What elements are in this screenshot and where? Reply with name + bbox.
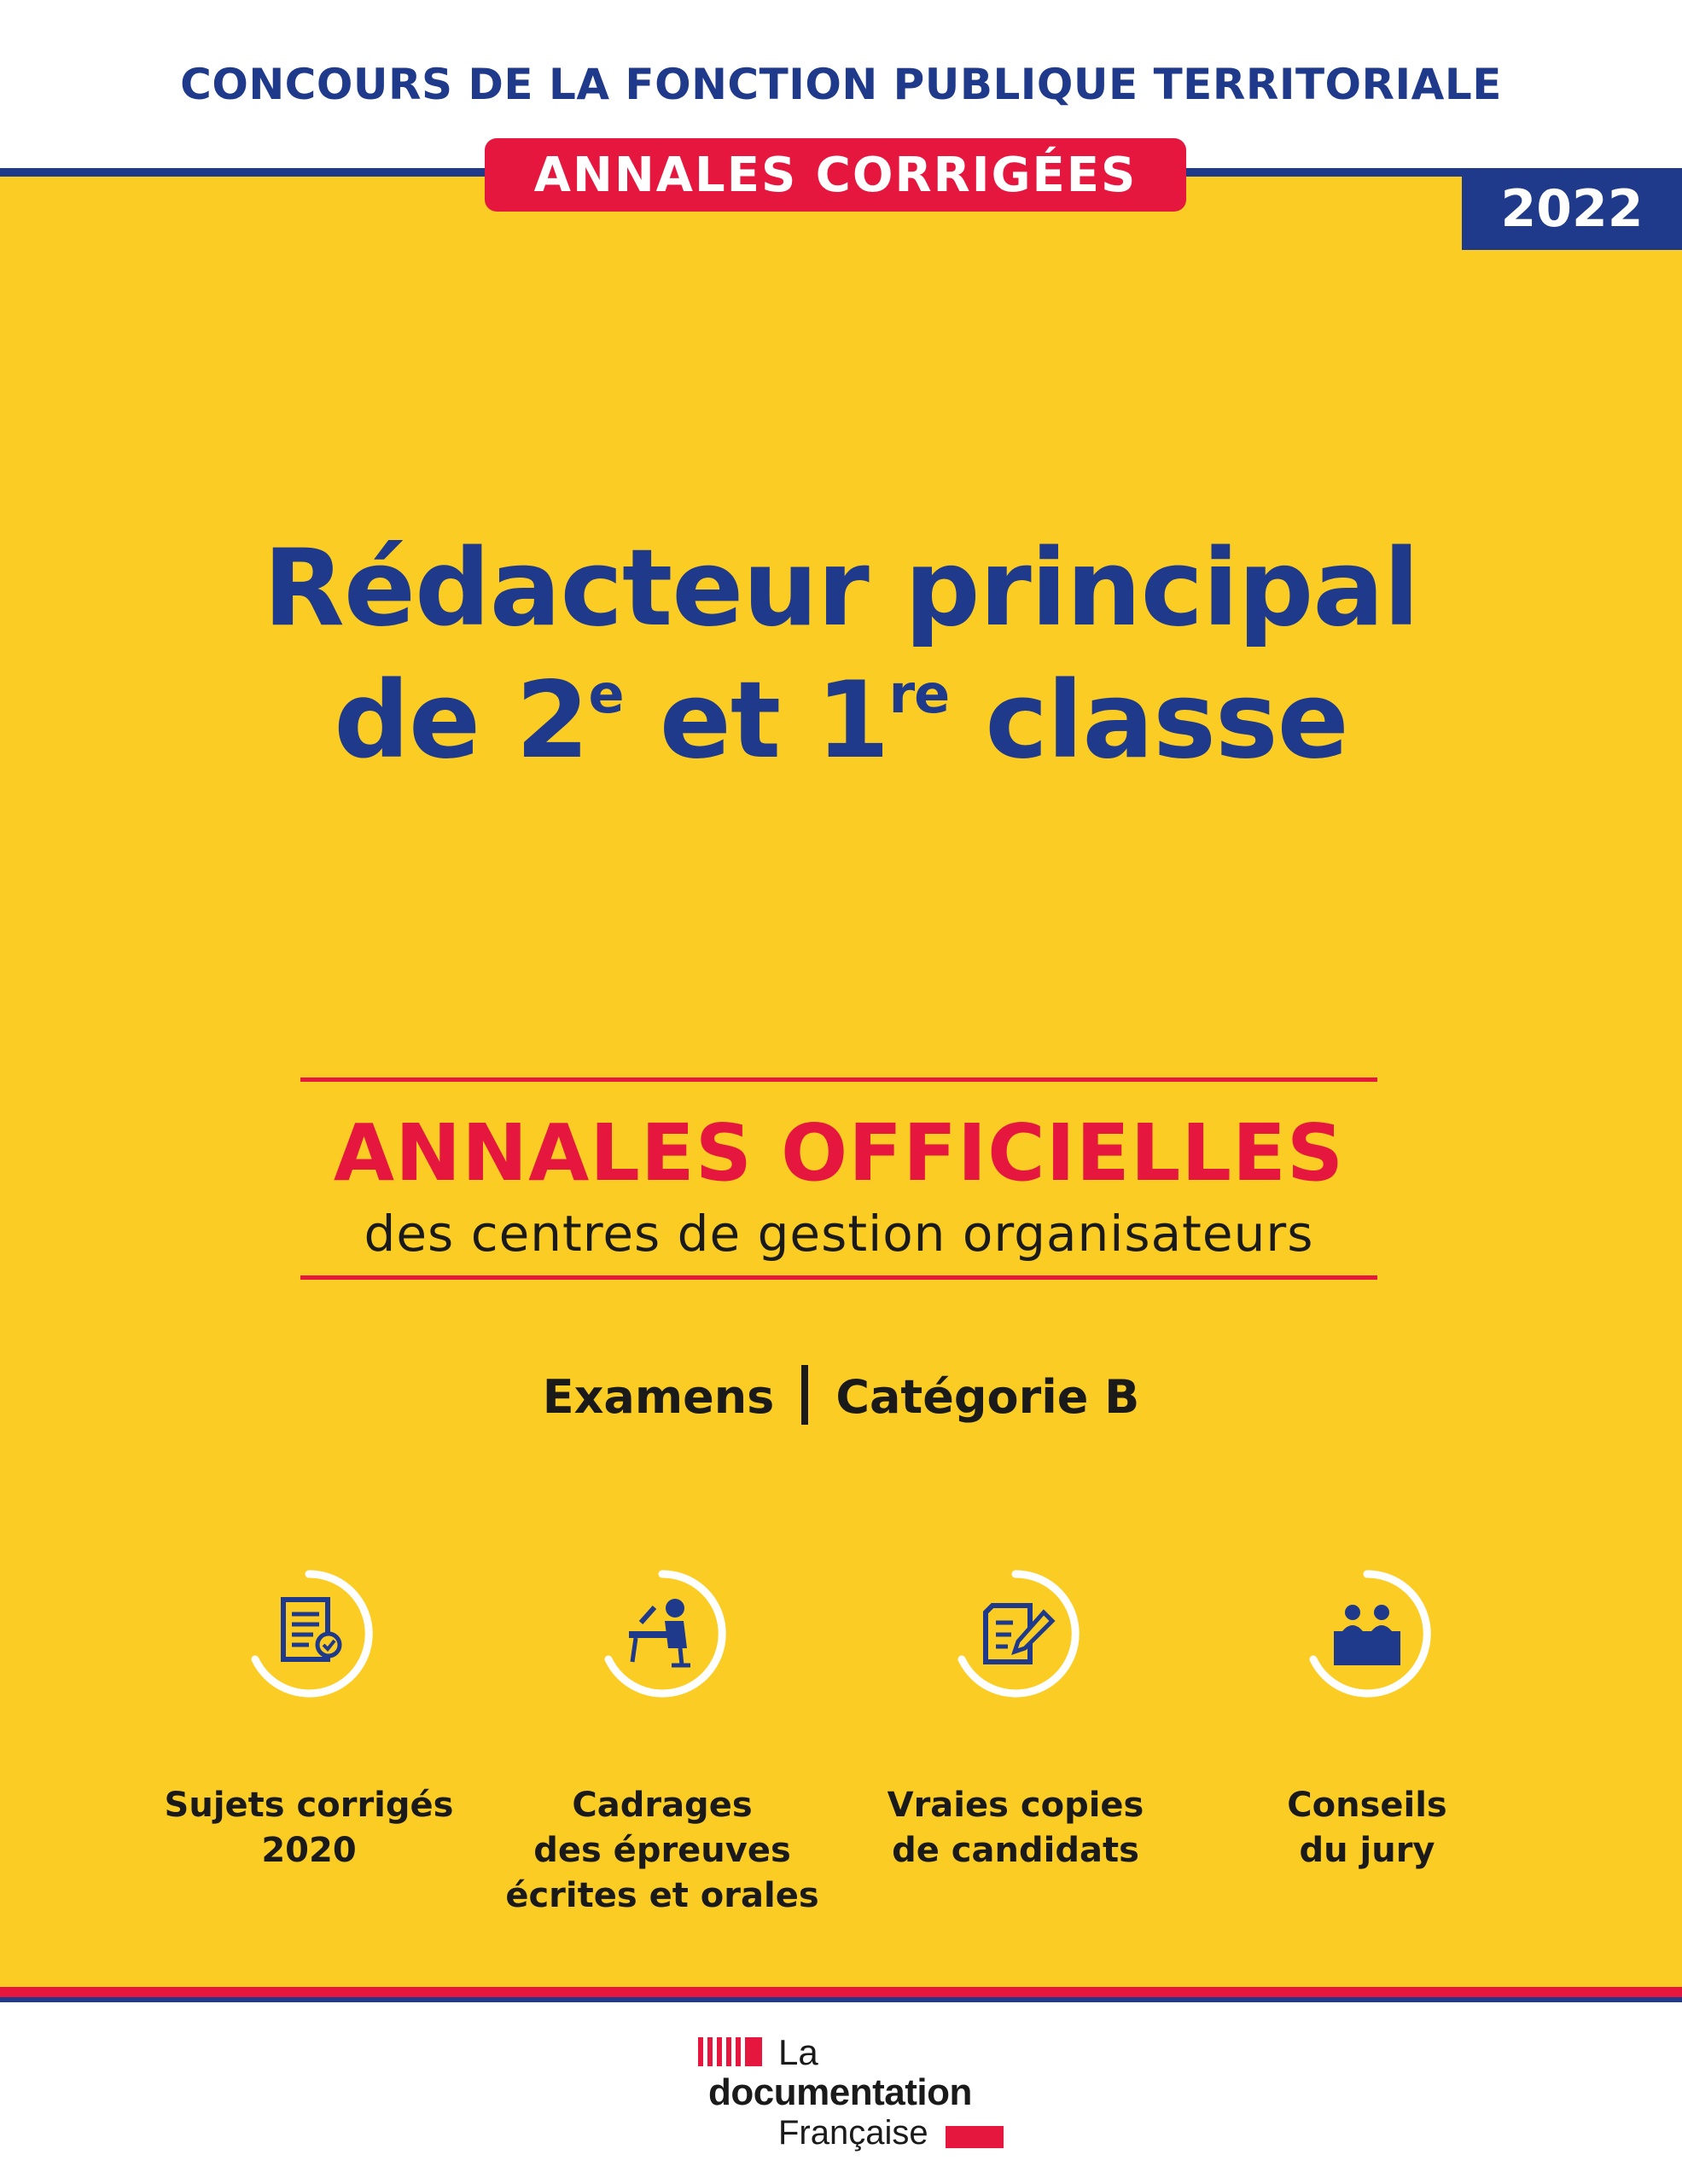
title-part: et 1 [623, 659, 889, 782]
feature-label: Vraies copies de candidats [887, 1786, 1144, 1870]
feature-sujets [130, 1570, 488, 1873]
year-box [1462, 168, 1682, 250]
meta-examens: Examens [542, 1370, 775, 1424]
publisher-line1: La [778, 2032, 818, 2072]
exam-candidate-icon [598, 1570, 726, 1698]
book-title-line1: Rédacteur principal [263, 527, 1419, 650]
publisher-line2: documentation [708, 2071, 972, 2113]
meta-row [0, 1365, 1682, 1425]
feature-label: Conseils du jury [1287, 1786, 1447, 1870]
logo-bars-icon [698, 2037, 766, 2066]
year-label: 2022 [1500, 179, 1644, 239]
publisher-logo [698, 2032, 1005, 2152]
footer-divider-blue [0, 1997, 1682, 2002]
title-part: classe [949, 659, 1348, 782]
feature-copies [836, 1570, 1195, 1873]
feature-label: Cadrages des épreuves écrites et orales [505, 1786, 819, 1915]
footer-divider-red [0, 1987, 1682, 1997]
jury-icon [1303, 1570, 1431, 1698]
feature-cadrages [483, 1570, 841, 1919]
book-title-line2 [0, 659, 1682, 782]
annales-corrigees-badge [485, 138, 1186, 212]
red-divider-top [300, 1077, 1377, 1082]
title-superscript: re [888, 663, 950, 725]
feature-label: Sujets corrigés 2020 [164, 1786, 454, 1870]
officielles-title: ANNALES OFFICIELLES [333, 1107, 1345, 1199]
red-divider-bottom [300, 1275, 1377, 1280]
meta-separator [801, 1365, 808, 1425]
series-title: CONCOURS DE LA FONCTION PUBLIQUE TERRITORIALE [180, 60, 1502, 109]
document-check-icon [245, 1570, 373, 1698]
publisher-line3: Française [778, 2114, 928, 2152]
pen-paper-icon [952, 1570, 1080, 1698]
officielles-subtitle: des centres de gestion organisateurs [364, 1205, 1314, 1263]
title-superscript: e [588, 663, 624, 725]
meta-categorie: Catégorie B [835, 1370, 1140, 1424]
feature-conseils [1188, 1570, 1546, 1873]
badge-label: ANNALES CORRIGÉES [533, 147, 1138, 203]
title-part: de 2 [334, 659, 589, 782]
logo-red-bar [946, 2126, 1004, 2148]
